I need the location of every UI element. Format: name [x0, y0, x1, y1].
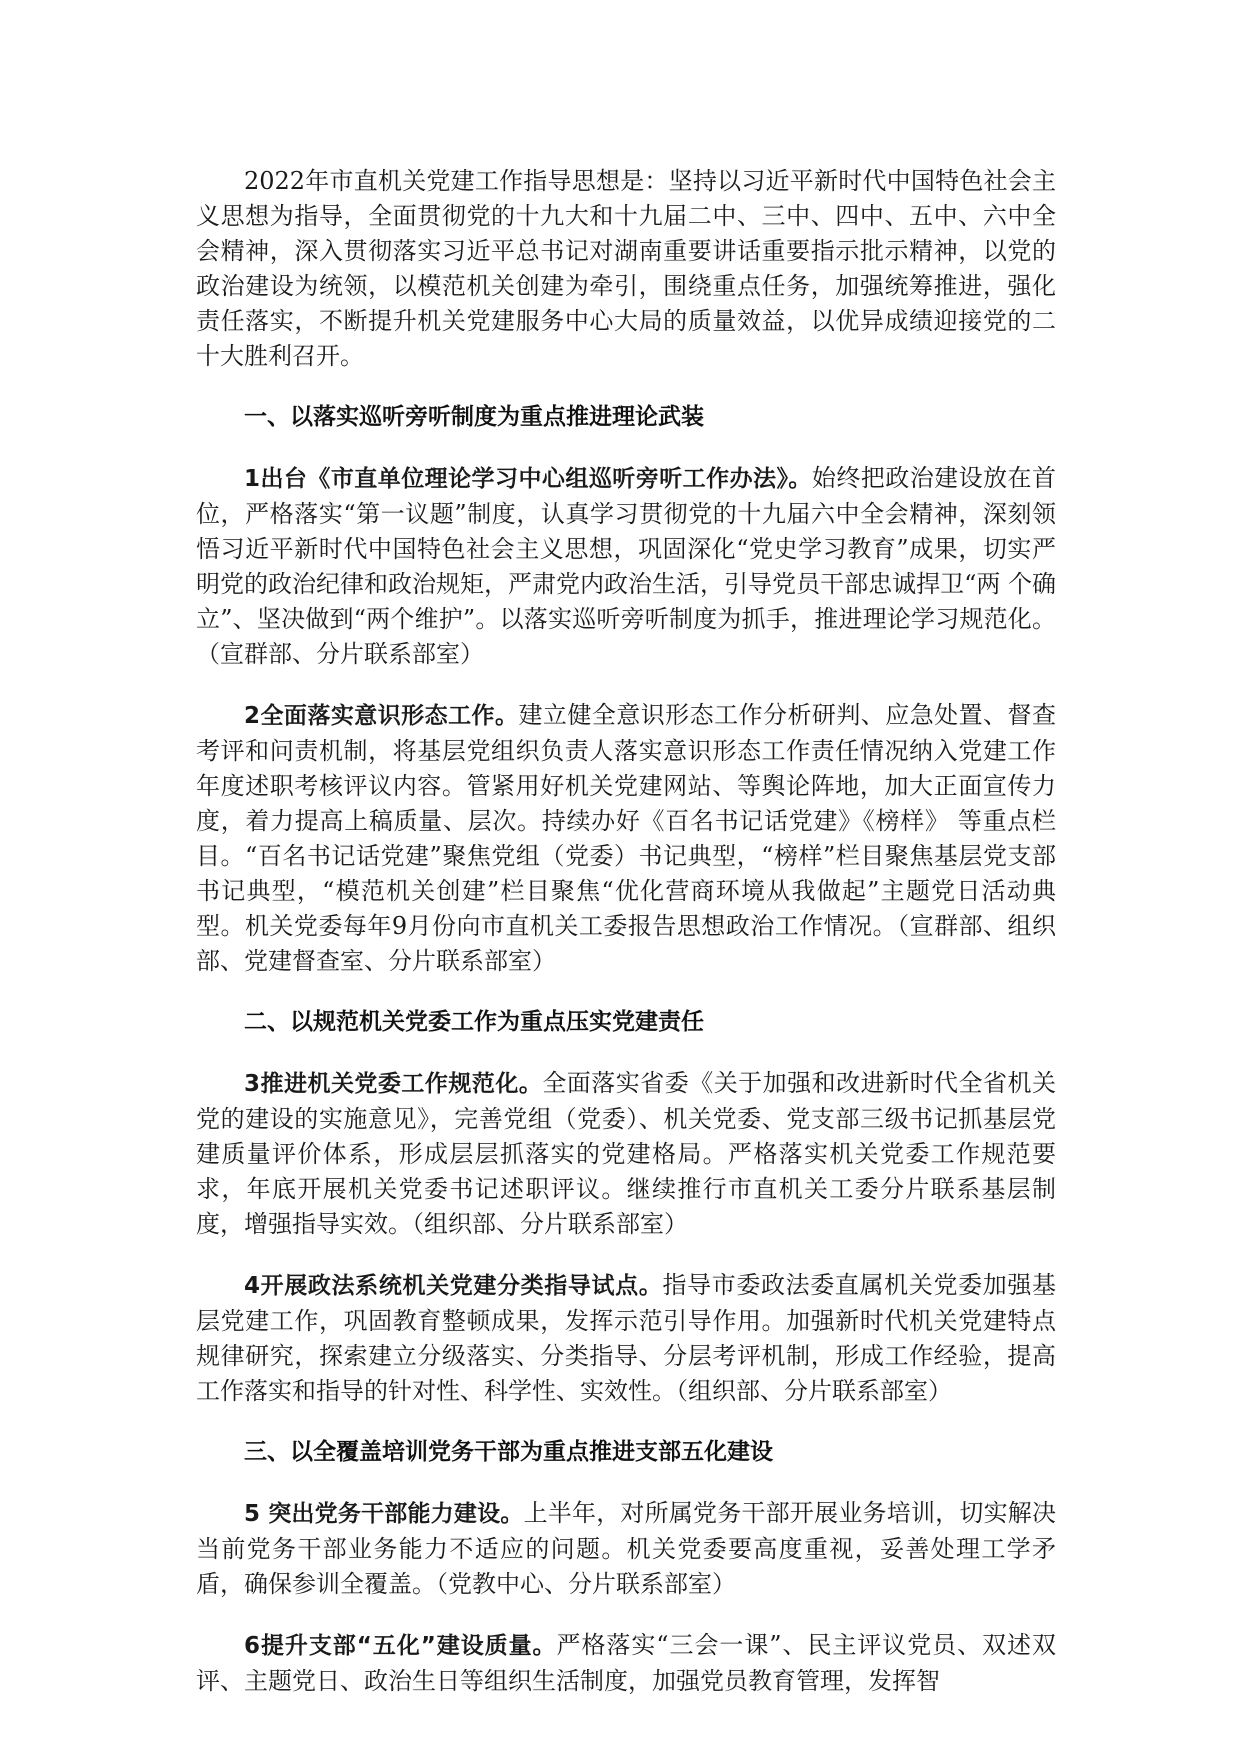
item-body-3: 全面落实省委《关于加强和改进新时代全省机关党的建设的实施意见》，完善党组（党委）、机关党委、党支部三级书记抓基层党建质量评价体系，形成层层抓落实的党建格局。严格落实机关党委工作规范要求，年底开展机关党委书记述职评议。继续推行市直机关工委分片联系基层制度，增强指导实效。（组织部、分片联系部室） — [196, 1069, 1056, 1238]
item-body-1: 始终把政治建设放在首位，严格落实“第一议题”制度，认真学习贯彻党的十九届六中全会精神，深刻领悟习近平新时代中国特色社会主义思想，巩固深化“党史学习教育”成果，切实严明党的政治纪律和政治规矩，严肃党内政治生活，引导党员干部忠诚捍卫“两 个确立”、坚决做到“两个维护”。以落实巡听旁听制度为抓手，推进理论学习规范化。（宣群部、分片联系部室） — [196, 464, 1056, 668]
item-title-6: 6提升支部“五化”建设质量。 — [244, 1633, 557, 1659]
item-body-6: 严格落实“三会一课”、民主评议党员、双述双评、主题党日、政治生日等组织生活制度，加强党员教育管理，发挥智 — [196, 1631, 1056, 1695]
section-heading-1: 一、以落实巡听旁听制度为重点推进理论武装 — [244, 404, 704, 430]
item-title-5: 5 突出党务干部能力建设。 — [244, 1501, 524, 1527]
item-body-4: 指导市委政法委直属机关党委加强基层党建工作，巩固教育整顿成果，发挥示范引导作用。加强新时代机关党建特点规律研究，探索建立分级落实、分类指导、分层考评机制，形成工作经验，提高工作落实和指导的针对性、科学性、实效性。（组织部、分片联系部室） — [196, 1271, 1056, 1405]
document-body — [196, 164, 1056, 1699]
item-body-5: 上半年，对所属党务干部开展业务培训，切实解决当前党务干部业务能力不适应的问题。机关党委要高度重视，妥善处理工学矛盾，确保参训全覆盖。（党教中心、分片联系部室） — [196, 1499, 1057, 1598]
section-heading-3: 三、以全覆盖培训党务干部为重点推进支部五化建设 — [244, 1439, 773, 1465]
item-paragraph-2 — [196, 698, 1056, 979]
item-paragraph-5 — [196, 1496, 1056, 1602]
item-title-3: 3推进机关党委工作规范化。 — [244, 1071, 543, 1097]
item-title-2: 2全面落实意识形态工作。 — [244, 703, 519, 729]
item-body-2: 建立健全意识形态工作分析研判、应急处置、督查考评和问责机制，将基层党组织负责人落实意识形态工作责任情况纳入党建工作年度述职考核评议内容。管紧用好机关党建网站、等舆论阵地，加大正面宣传力度，着力提高上稿质量、层次。持续办好《百名书记话党建》《榜样》 等重点栏目。“百名书记话党建”聚焦党组（党委）书记典型，“榜样”栏目聚焦基层党支部书记典型，“模范机关创建”栏目聚焦“优化营商环境从我做起”主题党日活动典型。机关党委每年9月份向市直机关工委报告思想政治工作情况。（宣群部、组织部、党建督查室、分片联系部室） — [196, 701, 1056, 975]
item-paragraph-3 — [196, 1066, 1056, 1242]
item-paragraph-1 — [196, 461, 1056, 672]
item-title-4: 4开展政法系统机关党建分类指导试点。 — [244, 1273, 663, 1299]
item-paragraph-6 — [196, 1628, 1056, 1699]
item-title-1: 1出台《市直单位理论学习中心组巡听旁听工作办法》。 — [244, 466, 812, 492]
item-paragraph-4 — [196, 1268, 1056, 1409]
intro-paragraph: 2022年市直机关党建工作指导思想是：坚持以习近平新时代中国特色社会主义思想为指导，全面贯彻党的十九大和十九届二中、三中、四中、五中、六中全会精神，深入贯彻落实习近平总书记对湖南重要讲话重要指示批示精神，以党的政治建设为统领，以模范机关创建为牵引，围绕重点任务，加强统筹推进，强化责任落实，不断提升机关党建服务中心大局的质量效益，以优异成绩迎接党的二十大胜利召开。 — [196, 167, 1056, 370]
section-heading-2: 二、以规范机关党委工作为重点压实党建责任 — [244, 1009, 704, 1035]
